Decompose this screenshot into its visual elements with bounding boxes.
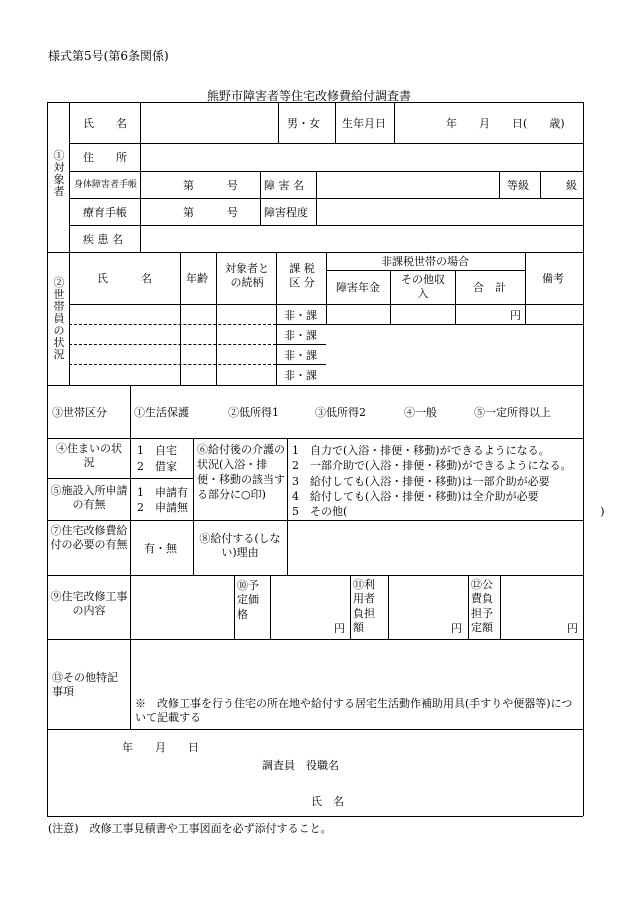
s13-heading: ⑬その他特記事項	[52, 671, 118, 699]
s6-heading: ⑥給付後の介護の状況(入浴・排便・移動の該当する部分に○印)	[197, 443, 285, 501]
s3-option-3[interactable]: ③低所得2	[315, 406, 366, 419]
birth-date-field[interactable]: 年 月 日( 歳)	[446, 117, 565, 130]
s7-heading: ⑦住宅改修費給付の必要の有無	[50, 524, 128, 552]
s3-option-5[interactable]: ⑤一定所得以上	[474, 406, 551, 419]
row3-tax-field[interactable]: 非・課	[284, 349, 317, 362]
s4-option-1[interactable]: 1 自宅	[137, 444, 177, 457]
s2-heading: ②世帯員の状況	[53, 276, 65, 361]
s3-option-4[interactable]: ④一般	[404, 406, 437, 419]
grade-label: 等級	[507, 179, 529, 192]
s10-heading: ⑩予定価格	[237, 579, 259, 621]
ryoiku-number-field[interactable]: 第 号	[183, 206, 238, 219]
footer-date[interactable]: 年 月 日	[122, 741, 199, 754]
form-title: 熊野市障害者等住宅改修費給付調査書	[207, 89, 412, 103]
col-total: 合 計	[473, 281, 506, 294]
s3-option-2[interactable]: ②低所得1	[228, 406, 279, 419]
s3-option-1[interactable]: ①生活保護	[134, 406, 189, 419]
s13-note: ※ 改修工事を行う住宅の所在地や給付する居宅生活動作補助用具(手すりや便器等)について記載する	[135, 697, 573, 725]
gender-field[interactable]: 男・女	[287, 117, 320, 130]
s12-unit: 円	[567, 622, 578, 635]
handbook-number-field[interactable]: 第 号	[183, 179, 238, 192]
s7-value-field[interactable]: 有・無	[144, 542, 177, 555]
s5-heading: ⑤施設入所申請の有無	[50, 484, 128, 512]
row1-total-unit: 円	[510, 309, 521, 322]
address-label: 住 所	[83, 151, 127, 164]
s8-heading: ⑧給付する(しない)理由	[199, 532, 281, 560]
s3-heading: ③世帯区分	[52, 406, 107, 419]
s9-heading: ⑨住宅改修工事の内容	[50, 590, 128, 618]
col-age: 年齢	[186, 272, 208, 285]
birth-label: 生年月日	[342, 117, 386, 130]
disability-level-label: 障害程度	[264, 206, 308, 219]
s10-unit: 円	[334, 622, 345, 635]
ryoiku-label: 療育手帳	[83, 206, 127, 219]
s1-heading: ①対象者	[53, 149, 65, 198]
col-remarks: 備考	[542, 272, 564, 285]
s4-option-2[interactable]: 2 借家	[137, 460, 177, 473]
s11-heading: ⑪利用者負担額	[353, 578, 375, 634]
s12-heading: ⑫公費負担予定額	[471, 578, 493, 634]
name-label: 氏 名	[83, 117, 127, 130]
investigator-name: 氏 名	[311, 795, 344, 808]
row1-tax-field[interactable]: 非・課	[284, 309, 317, 322]
s5-option-2[interactable]: 2 申請無	[137, 501, 188, 514]
caution-note: (注意) 改修工事見積書や工事図面を必ず添付すること。	[48, 822, 332, 835]
s6-option-2[interactable]: 2 一部介助で(入浴・排便・移動)ができるようになる。	[292, 459, 572, 472]
disability-name-label: 障 害 名	[264, 179, 304, 192]
s5-option-1[interactable]: 1 申請有	[137, 486, 188, 499]
s6-option-3[interactable]: 3 給付しても(入浴・排便・移動)は一部介助が必要	[292, 475, 550, 488]
s6-option-1[interactable]: 1 自力で(入浴・排便・移動)ができるようになる。	[292, 444, 550, 457]
nontax-header: 非課税世帯の場合	[381, 255, 469, 268]
col-pension: 障害年金	[336, 281, 380, 294]
row2-tax-field[interactable]: 非・課	[284, 329, 317, 342]
col-other-income: その他収入	[401, 273, 445, 301]
s11-unit: 円	[451, 622, 462, 635]
row4-tax-field[interactable]: 非・課	[284, 369, 317, 382]
s6-option-5[interactable]: 5 その他( )	[292, 505, 605, 518]
investigator-title: 調査員 役職名	[262, 759, 339, 772]
col-tax: 課 税 区 分	[289, 262, 315, 290]
grade-unit: 級	[566, 179, 577, 192]
disease-label: 疾 患 名	[83, 233, 123, 246]
form-number: 様式第5号(第6条関係)	[48, 49, 169, 63]
s6-option-4[interactable]: 4 給付しても(入浴・排便・移動)は全介助が必要	[292, 490, 539, 503]
handbook-label: 身体障害者手帳	[74, 180, 138, 190]
col-name: 氏 名	[97, 272, 152, 285]
col-relation: 対象者との続柄	[225, 262, 269, 290]
s4-heading: ④住まいの状 況	[56, 442, 144, 470]
